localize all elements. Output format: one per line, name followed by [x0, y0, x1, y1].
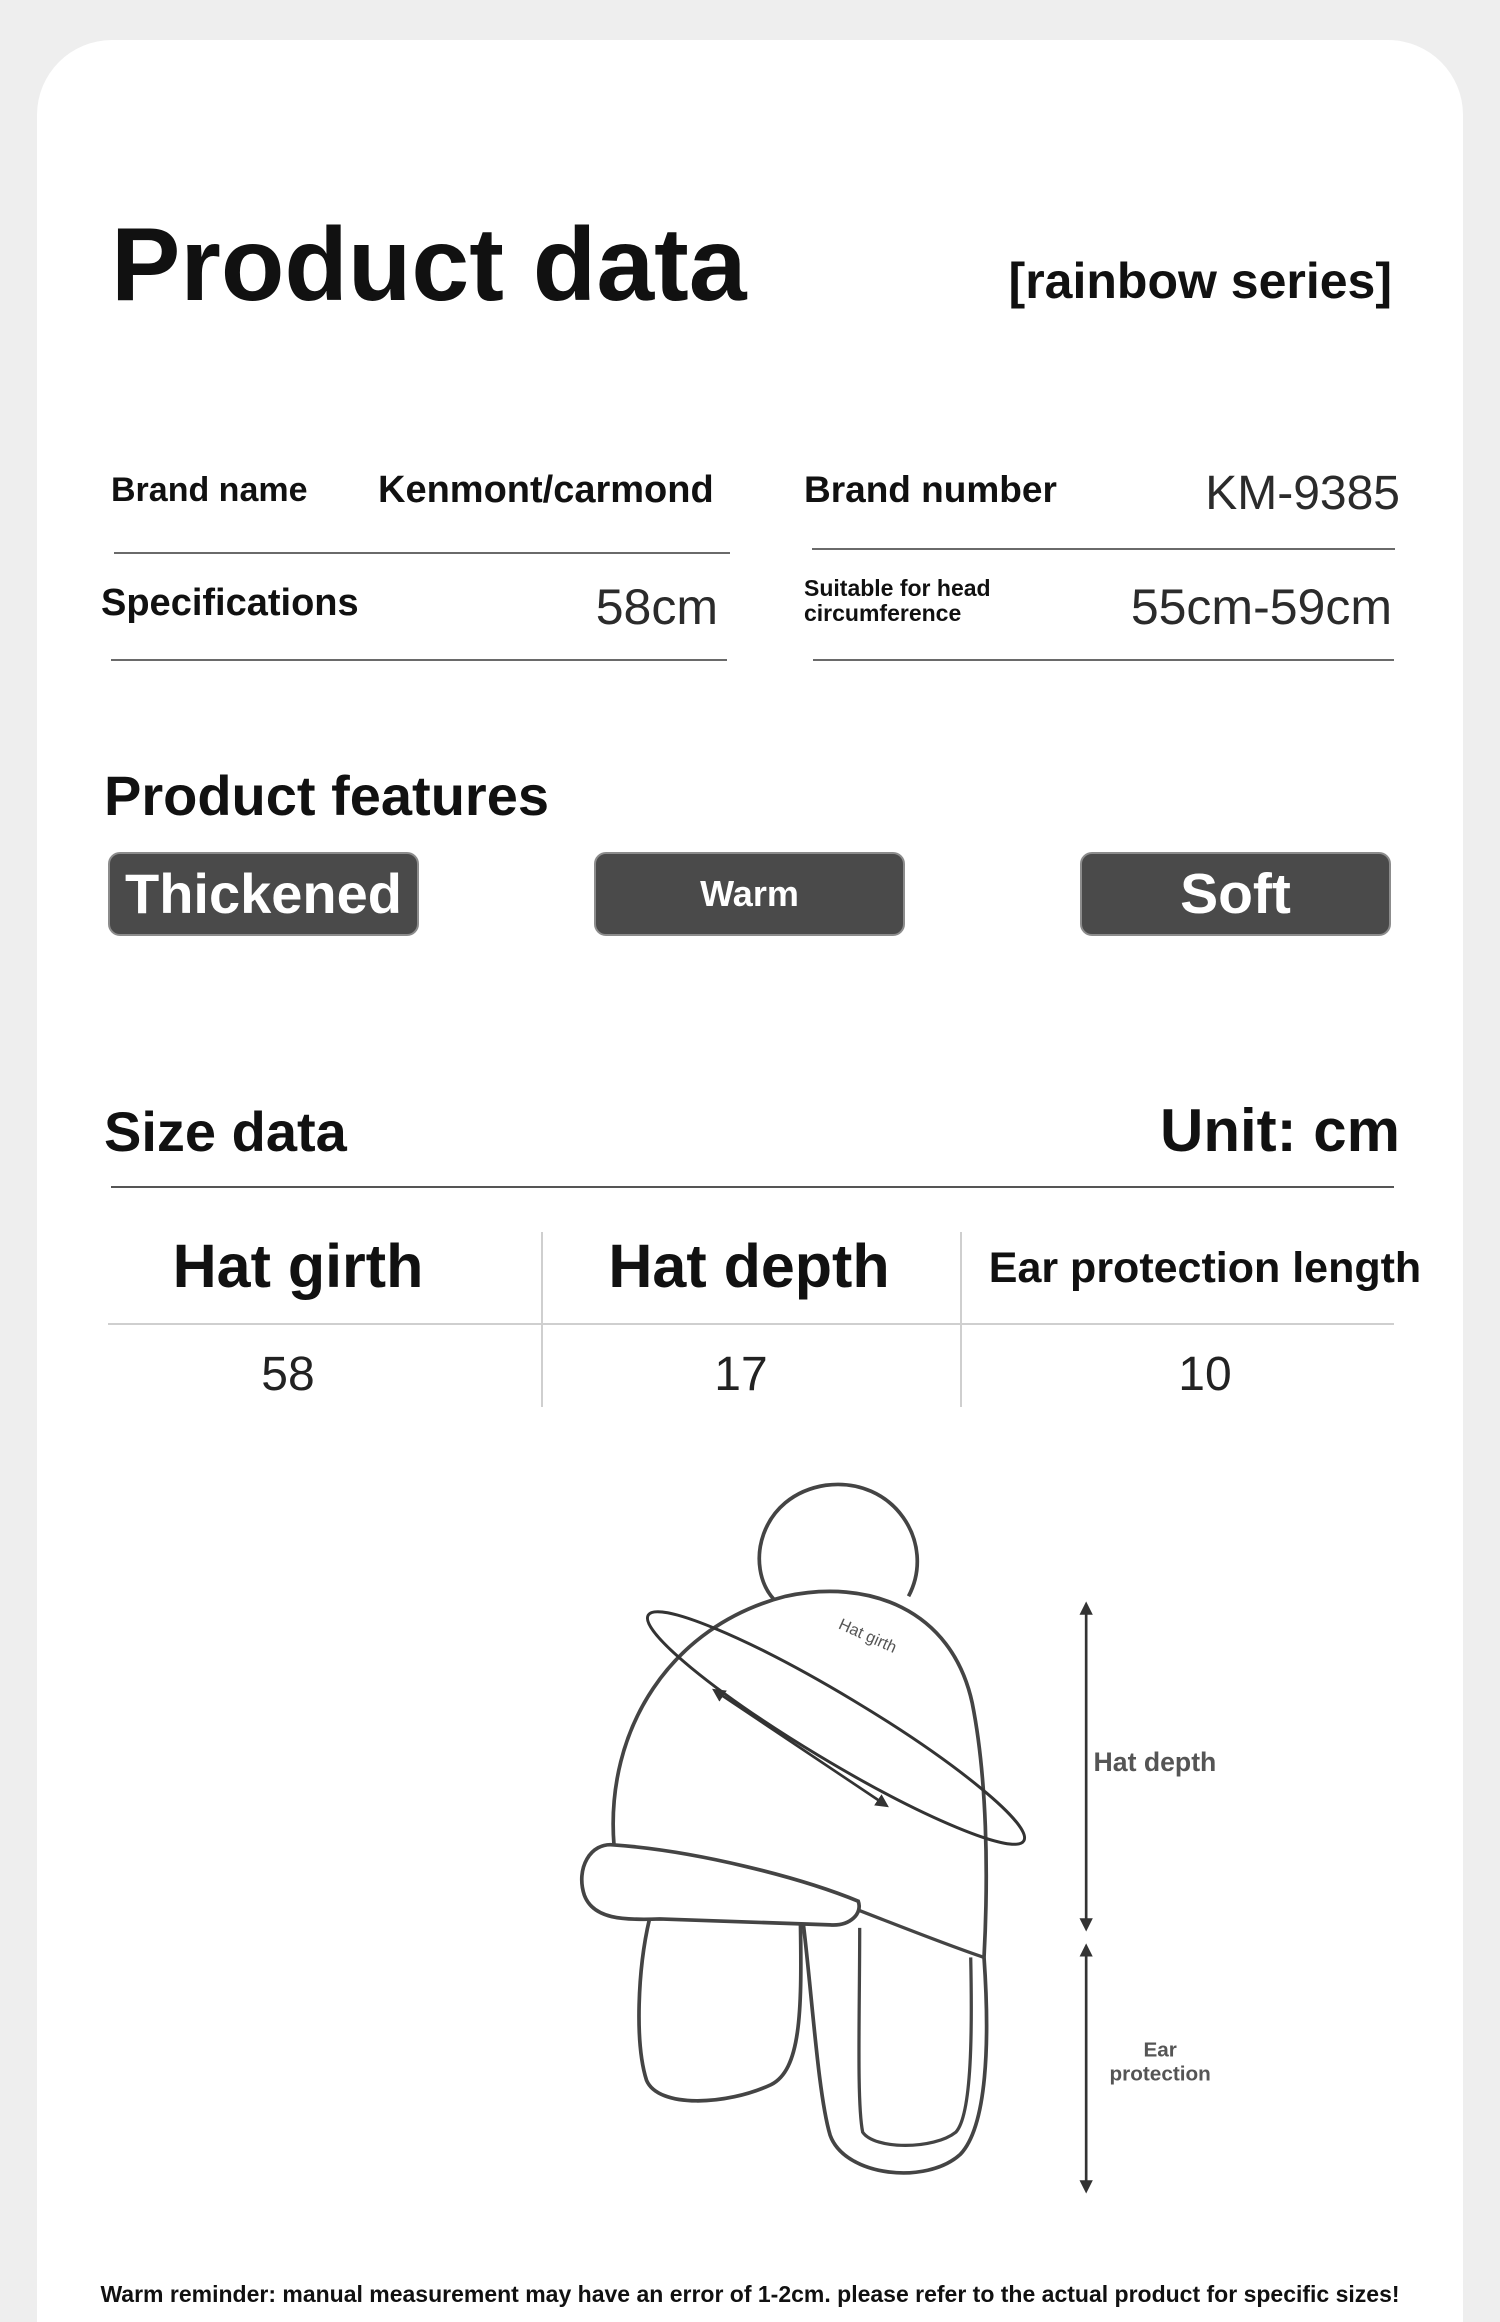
spec-divider-right-2	[813, 659, 1394, 661]
column-header-hat-girth: Hat girth	[172, 1232, 424, 1300]
depth-label: Hat depth	[1093, 1746, 1217, 1777]
feature-badge-label: Soft	[1180, 861, 1291, 926]
specifications-value: 58cm	[595, 579, 718, 635]
brand-name-label: Brand name	[111, 471, 308, 509]
ear-protection-length-value: 10	[1178, 1348, 1232, 1401]
page-title: Product data	[111, 207, 747, 323]
size-data-title: Size data	[104, 1100, 347, 1163]
feature-badge-warm	[594, 852, 905, 936]
table-header-divider	[108, 1323, 1394, 1325]
left-ear-flap	[639, 1919, 801, 2101]
series-label: [rainbow series]	[1008, 253, 1392, 309]
size-title-divider	[111, 1186, 1394, 1188]
specifications-label: Specifications	[101, 582, 359, 624]
right-ear-flap	[803, 1925, 986, 2173]
features-title: Product features	[104, 764, 549, 827]
spec-divider-left-2	[111, 659, 727, 661]
head-circumference-label-line-2: circumference	[804, 600, 962, 626]
table-column-divider	[541, 1232, 543, 1407]
girth-label: Hat girth	[835, 1615, 900, 1657]
hat-depth-value: 17	[714, 1348, 768, 1401]
feature-badge-soft	[1080, 852, 1391, 936]
unit-label: Unit: cm	[1160, 1097, 1400, 1164]
brand-name-value: Kenmont/carmond	[378, 469, 714, 511]
ear-label-line-1: Ear	[1143, 2038, 1177, 2062]
measurement-reminder: Warm reminder: manual measurement may have an error of 1-2cm. please refer to the actual product for specific sizes!	[100, 2281, 1400, 2307]
brand-number-value: KM-9385	[1205, 467, 1400, 520]
table-column-divider	[960, 1232, 962, 1407]
column-header-hat-depth: Hat depth	[608, 1232, 890, 1300]
spec-divider-right-1	[812, 548, 1395, 550]
hat-girth-value: 58	[261, 1348, 315, 1401]
feature-badge-thickened	[108, 852, 419, 936]
feature-badge-label: Warm	[700, 873, 799, 914]
hat-size-diagram	[556, 1466, 1267, 2215]
brand-number-label: Brand number	[804, 469, 1057, 510]
column-header-ear-protection-length: Ear protection length	[988, 1244, 1422, 1292]
head-circumference-label	[804, 576, 991, 626]
ear-label-line-2: protection	[1109, 2062, 1211, 2086]
feature-badge-label: Thickened	[125, 862, 402, 925]
spec-divider-left-1	[114, 552, 730, 554]
head-circumference-label-line-1: Suitable for head	[804, 575, 991, 601]
head-circumference-value: 55cm-59cm	[1130, 579, 1392, 635]
pom-pom	[759, 1484, 917, 1599]
